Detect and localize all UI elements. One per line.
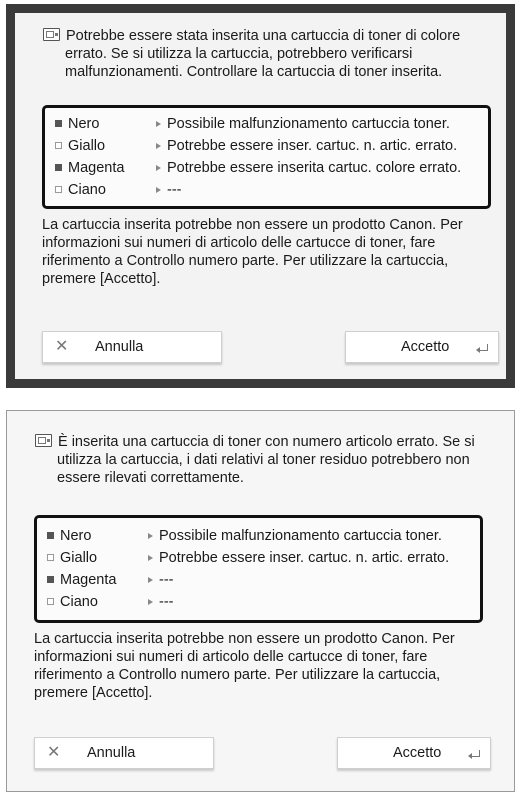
toner-row-cyan (47, 592, 480, 614)
toner-name: Nero (68, 116, 100, 132)
arrow-right-icon (148, 577, 153, 583)
toner-name: Ciano (60, 594, 98, 610)
warning-icon (43, 28, 60, 41)
toner-row-black (47, 526, 480, 548)
toner-row-magenta (47, 570, 480, 592)
toner-status: Potrebbe essere inser. cartuc. n. artic. errato. (159, 550, 450, 566)
cancel-button[interactable] (42, 331, 222, 363)
toner-row-yellow (55, 136, 488, 158)
toner-indicator-icon (47, 598, 54, 605)
toner-name: Magenta (60, 572, 117, 588)
toner-status-list (42, 105, 491, 209)
message-text: È inserita una cartuccia di toner con numero articolo errato. Se si utilizza la cartuccia, i dati relativi al toner residuo potrebbero non essere rilevati correttamente. (57, 434, 475, 486)
toner-name: Giallo (68, 138, 106, 154)
arrow-right-icon (156, 165, 161, 171)
toner-name: Nero (60, 528, 92, 544)
warning-icon (35, 434, 52, 447)
arrow-right-icon (148, 533, 153, 539)
message (35, 433, 492, 487)
dialog-screen-2 (6, 410, 515, 792)
accept-label: Accetto (393, 745, 442, 761)
cancel-label: Annulla (95, 339, 144, 355)
arrow-right-icon (156, 121, 161, 127)
toner-indicator-icon (47, 554, 54, 561)
toner-indicator-icon (55, 164, 62, 171)
toner-status: --- (159, 572, 174, 588)
toner-indicator-icon (55, 120, 62, 127)
toner-status: Potrebbe essere inserita cartuc. colore errato. (167, 160, 462, 176)
message (43, 27, 484, 81)
info-text: La cartuccia inserita potrebbe non essere un prodotto Canon. Per informazioni sui numeri di articolo delle cartucce di toner, fare riferimento a Controllo numero parte. Per utilizzare la cartuccia, premere [Accetto]. (42, 217, 463, 287)
info-text: La cartuccia inserita potrebbe non essere un prodotto Canon. Per informazioni sui numeri di articolo delle cartucce di toner, fare riferimento a Controllo numero parte. Per utilizzare la cartuccia, premere [Accetto]. (34, 631, 455, 701)
toner-row-cyan (55, 180, 488, 202)
toner-status: Possibile malfunzionamento cartuccia toner. (167, 116, 450, 132)
cancel-label: Annulla (87, 745, 136, 761)
arrow-right-icon (148, 555, 153, 561)
cancel-button[interactable] (34, 737, 214, 769)
close-icon: ✕ (55, 338, 69, 355)
toner-status-list (34, 515, 483, 623)
toner-row-black (55, 114, 488, 136)
toner-indicator-icon (47, 576, 54, 583)
arrow-right-icon (156, 187, 161, 193)
close-icon: ✕ (47, 744, 61, 761)
enter-icon (479, 344, 488, 351)
toner-indicator-icon (55, 186, 62, 193)
toner-status: --- (159, 594, 174, 610)
dialog-screen-1 (6, 4, 515, 388)
arrow-right-icon (148, 599, 153, 605)
toner-indicator-icon (55, 142, 62, 149)
toner-status: --- (167, 182, 182, 198)
message-text: Potrebbe essere stata inserita una cartuccia di toner di colore errato. Se si utilizza la cartuccia, potrebbero verificarsi malfunzionamenti. Controllare la cartuccia di toner inserita. (65, 28, 461, 80)
toner-row-yellow (47, 548, 480, 570)
toner-status: Potrebbe essere inser. cartuc. n. artic. errato. (167, 138, 458, 154)
toner-name: Magenta (68, 160, 125, 176)
accept-button[interactable] (337, 737, 491, 769)
arrow-right-icon (156, 143, 161, 149)
toner-name: Ciano (68, 182, 106, 198)
toner-name: Giallo (60, 550, 98, 566)
toner-row-magenta (55, 158, 488, 180)
toner-status: Possibile malfunzionamento cartuccia toner. (159, 528, 442, 544)
enter-icon (471, 750, 480, 757)
accept-button[interactable] (345, 331, 499, 363)
accept-label: Accetto (401, 339, 450, 355)
toner-indicator-icon (47, 532, 54, 539)
